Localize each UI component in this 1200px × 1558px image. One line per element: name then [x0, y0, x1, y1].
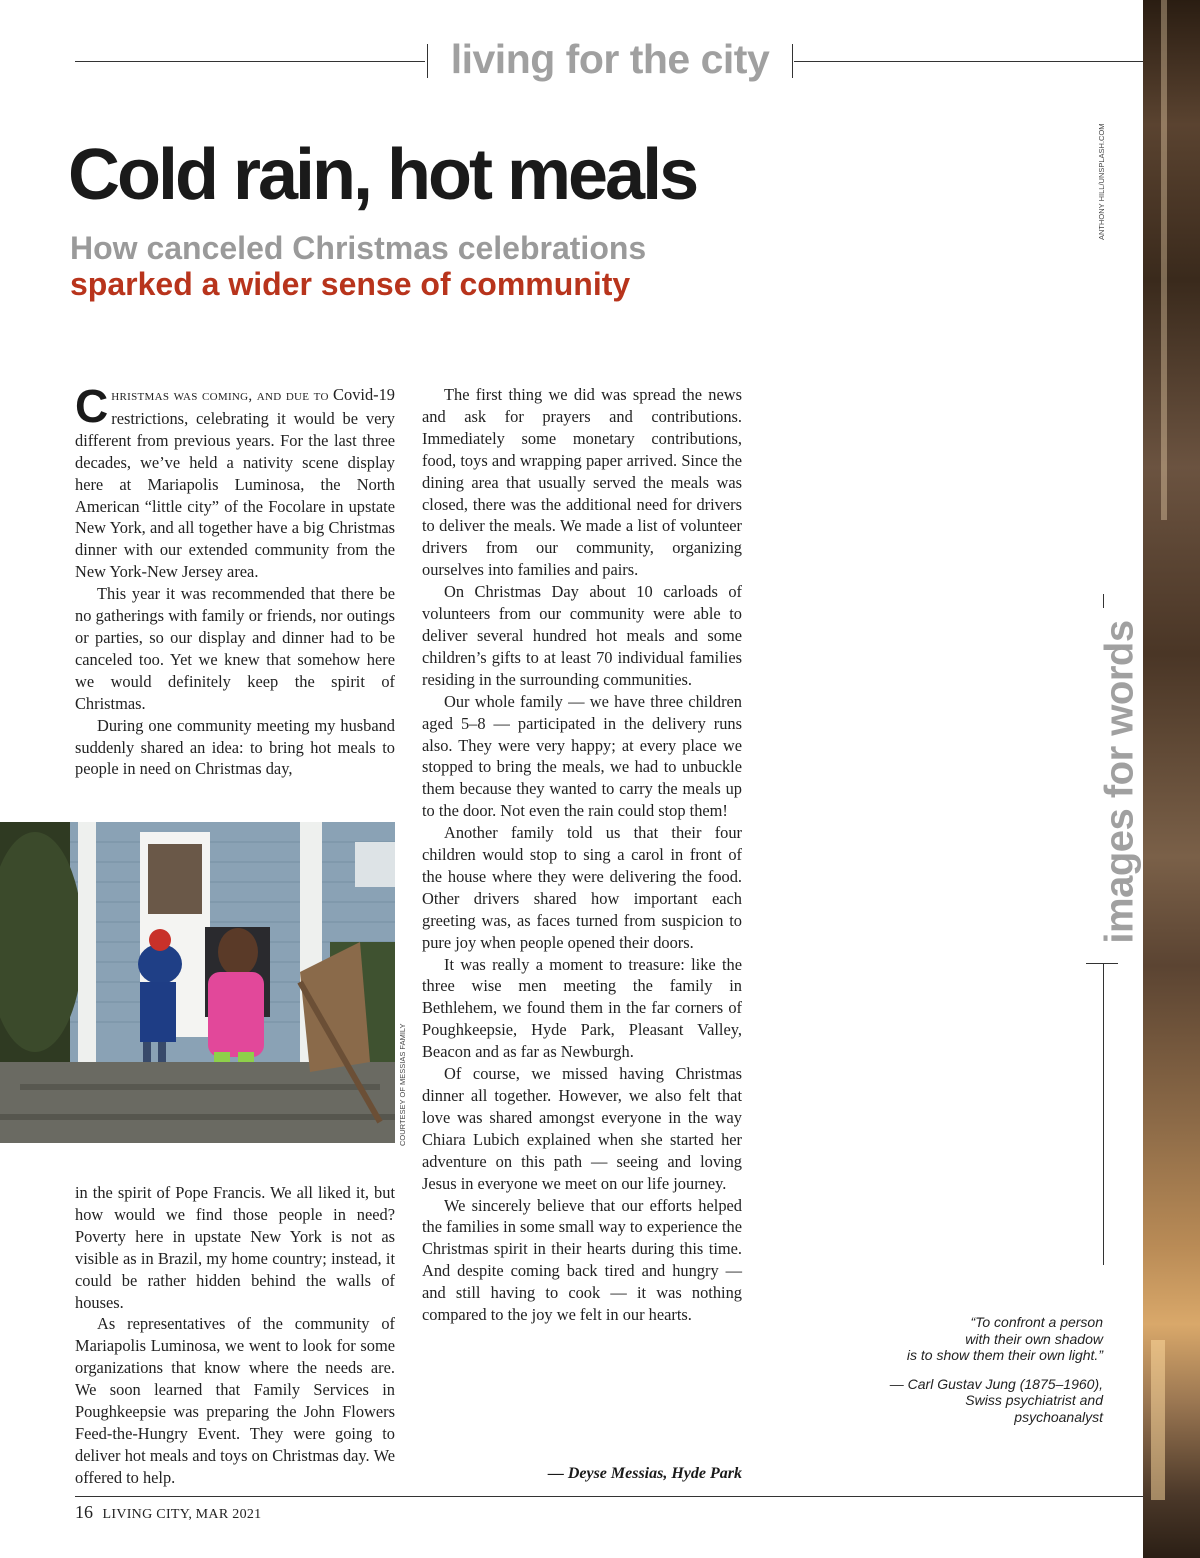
- sidebar-bracket-bottom: [1086, 963, 1118, 964]
- quote-line-1: “To confront a person: [970, 1314, 1103, 1330]
- attribution-line-1: — Carl Gustav Jung (1875–1960),: [889, 1375, 1103, 1392]
- quote-line-2: with their own shadow: [965, 1330, 1103, 1347]
- lead-in: hristmas was coming, and due to: [111, 388, 329, 404]
- article-headline: Cold rain, hot meals: [68, 135, 697, 215]
- page-footer: [75, 1502, 261, 1523]
- attribution-line-2: Swiss psychiatrist and: [965, 1392, 1103, 1408]
- article-photo: [0, 822, 395, 1143]
- column-1-top: [75, 380, 395, 780]
- quote-attribution: [850, 1376, 1103, 1426]
- paragraph-1-text: Covid-19 restrictions, celebrating it would be very different from previous years. For the last three decades, we’ve held a nativity scene display here at Mariapolis Luminosa, the North American “little city” of the Focolare in upstate New York, and all together have a big Christmas dinner with our extended community from the New York-New Jersey area.: [75, 385, 395, 582]
- paragraph-1: [75, 380, 395, 583]
- sidebar-title: images for words: [1097, 620, 1142, 944]
- paragraph-4: As representatives of the community of Mariapolis Luminosa, we went to look for some organizations that know where the needs are. We soon learned that Family Services in Poughkeepsie was preparing the John Flowers Feed-the-Hungry Event. They were going to deliver hot meals and toys on Christmas day. We offered to help.: [75, 1314, 395, 1487]
- sidebar-rule-top: [1103, 594, 1104, 608]
- pull-quote: [850, 1314, 1103, 1425]
- deck-line-1: How canceled Christmas celebrations: [70, 230, 647, 266]
- page-number: 16: [75, 1502, 93, 1522]
- quote-text: [850, 1314, 1103, 1364]
- paragraph-9: It was really a moment to treasure: like the three wise men meeting the family in Bethlehem, we found them in the far corners of Poughkeepsie, Hyde Park, Pleasant Valley, Beacon and as far as Newburgh.: [422, 954, 742, 1062]
- header-bracket-right: [792, 44, 793, 78]
- quote-line-3: is to show them their own light.”: [906, 1347, 1103, 1363]
- sidebar-photo: [1143, 0, 1200, 1558]
- paragraph-6: On Christmas Day about 10 carloads of volunteers from our community were able to deliver several hundred hot meals and some children’s gifts to at least 70 individual families residing in the surrounding communities.: [422, 582, 742, 689]
- header-bracket-left: [427, 44, 428, 78]
- section-title: living for the city: [450, 36, 770, 82]
- column-1-bottom: [75, 1182, 395, 1489]
- author-signoff: — Deyse Messias, Hyde Park: [547, 1465, 742, 1482]
- header-rule-right: [794, 61, 1143, 62]
- deck-line-2: sparked a wider sense of community: [70, 266, 631, 302]
- sidebar-image-credit: ANTHONY HILL/UNSPLASH.COM: [1097, 123, 1106, 240]
- paragraph-10: Of course, we missed having Christmas dinner all together. However, we also felt that love was shared amongst everyone in the way Chiara Lubich explained when she started her adventure on this path — seeing and loving Jesus in everyone we meet on our life journey.: [422, 1064, 742, 1193]
- paragraph-3a: During one community meeting my husband suddenly shared an idea: to bring hot meals to people in need on Christmas day,: [75, 715, 395, 779]
- issue-date: MAR 2021: [195, 1507, 262, 1522]
- column-2: [422, 384, 742, 1326]
- footer-rule: [75, 1496, 1143, 1497]
- paragraph-11: We sincerely believe that our efforts helped the families in some small way to experience the Christmas spirit in their hearts during this time. And despite coming back tired and hungry — and still having to cook — it was nothing compared to the joy we felt in our hearts.: [422, 1195, 742, 1325]
- paragraph-7: Our whole family — we have three children aged 5–8 — participated in the delivery runs also. They were very happy; at every place we stopped to bring the meals, we had to unbuckle them because they wanted to carry the meals up to the door. Not even the rain could stop them!: [422, 691, 742, 821]
- drop-cap: C: [75, 380, 109, 432]
- paragraph-3b: in the spirit of Pope Francis. We all liked it, but how would we find those people in need? Poverty here in upstate New York is not as visible as in Brazil, my home country; instead, it could be rather hidden behind the walls of houses.: [75, 1183, 395, 1312]
- paragraph-2: This year it was recommended that there be no gatherings with family or friends, nor outings or parties, so our display and dinner had to be canceled too. Yet we knew that somehow here we would definitely keep the spirit of Christmas.: [75, 584, 395, 713]
- publication-name: LIVING CITY,: [102, 1507, 193, 1522]
- paragraph-8: Another family told us that their four children would stop to sing a carol in front of the house where they were delivering the food. Other drivers shared how important each greeting was, as faces turned from suspicion to pure joy when people opened their doors.: [422, 823, 742, 952]
- sidebar-rule-bottom: [1103, 963, 1104, 1265]
- header-rule-left: [75, 61, 425, 62]
- attribution-line-3: psychoanalyst: [1014, 1408, 1103, 1425]
- photo-credit: COURTESEY OF MESSIAS FAMILY: [398, 1023, 407, 1146]
- paragraph-5: The first thing we did was spread the news and ask for prayers and contributions. Immediately some monetary contributions, food, toys and wrapping paper arrived. Since the dining area that usually served the meals was closed, there was the additional need for drivers to deliver the meals. We made a list of volunteer drivers from our community, organizing ourselves into families and pairs.: [422, 385, 742, 580]
